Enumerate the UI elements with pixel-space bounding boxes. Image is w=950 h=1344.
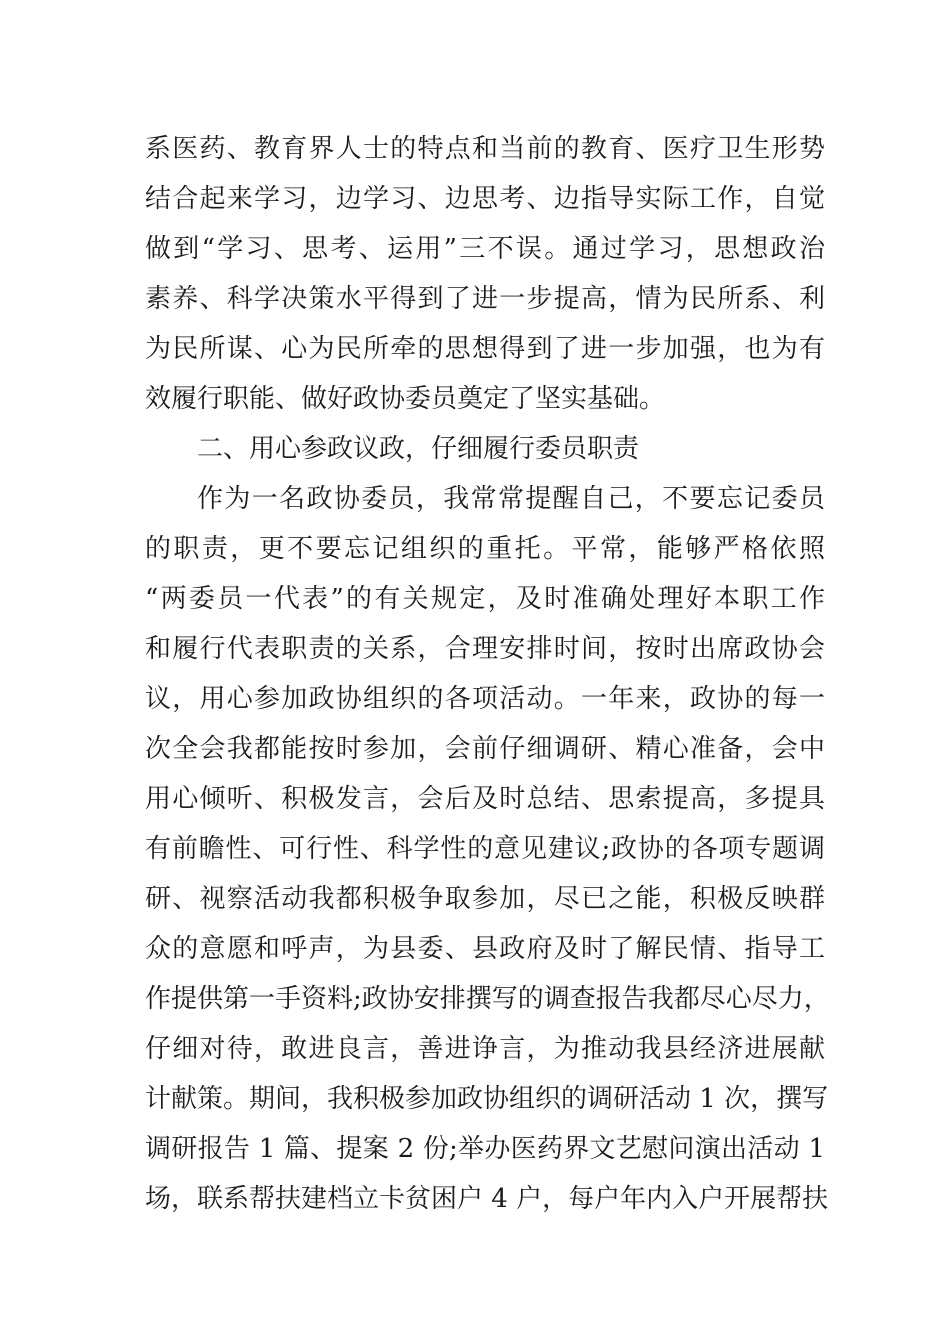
text-line: 作为一名政协委员，我常常提醒自己，不要忘记委员	[197, 484, 825, 514]
text-line: 做到“学习、思考、运用”三不误。通过学习，思想政治	[145, 234, 825, 264]
text-line: 次全会我都能按时参加，会前仔细调研、精心准备，会中	[145, 734, 825, 764]
text-line: 场，联系帮扶建档立卡贫困户 4 户，每户年内入户开展帮扶	[145, 1184, 829, 1214]
text-line: 调研报告 1 篇、提案 2 份;举办医药界文艺慰问演出活动 1	[145, 1134, 825, 1164]
text-line: 计献策。期间，我积极参加政协组织的调研活动 1 次，撰写	[145, 1084, 829, 1114]
section-heading: 二、用心参政议政，仔细履行委员职责	[197, 434, 640, 464]
text-line: 众的意愿和呼声，为县委、县政府及时了解民情、指导工	[145, 934, 825, 964]
text-line: 和履行代表职责的关系，合理安排时间，按时出席政协会	[145, 634, 825, 664]
text-line: “两委员一代表”的有关规定，及时准确处理好本职工作	[145, 584, 825, 614]
text-line: 研、视察活动我都积极争取参加，尽已之能，积极反映群	[145, 884, 825, 914]
text-line: 用心倾听、积极发言，会后及时总结、思索提高，多提具	[145, 784, 825, 814]
text-line: 仔细对待，敢进良言，善进诤言，为推动我县经济进展献	[145, 1034, 825, 1064]
text-line: 议，用心参加政协组织的各项活动。一年来，政协的每一	[145, 684, 825, 714]
text-line: 结合起来学习，边学习、边思考、边指导实际工作，自觉	[145, 184, 825, 214]
text-line: 的职责，更不要忘记组织的重托。平常，能够严格依照	[145, 534, 825, 564]
text-line: 素养、科学决策水平得到了进一步提高，情为民所系、利	[145, 284, 825, 314]
text-line: 效履行职能、做好政协委员奠定了坚实基础。	[145, 384, 666, 414]
text-line: 有前瞻性、可行性、科学性的意见建议;政协的各项专题调	[145, 834, 825, 864]
document-body	[145, 124, 830, 1224]
text-line: 系医药、教育界人士的特点和当前的教育、医疗卫生形势	[145, 134, 825, 164]
text-line: 为民所谋、心为民所牵的思想得到了进一步加强，也为有	[145, 334, 825, 364]
text-line: 作提供第一手资料;政协安排撰写的调查报告我都尽心尽力，	[145, 984, 830, 1014]
